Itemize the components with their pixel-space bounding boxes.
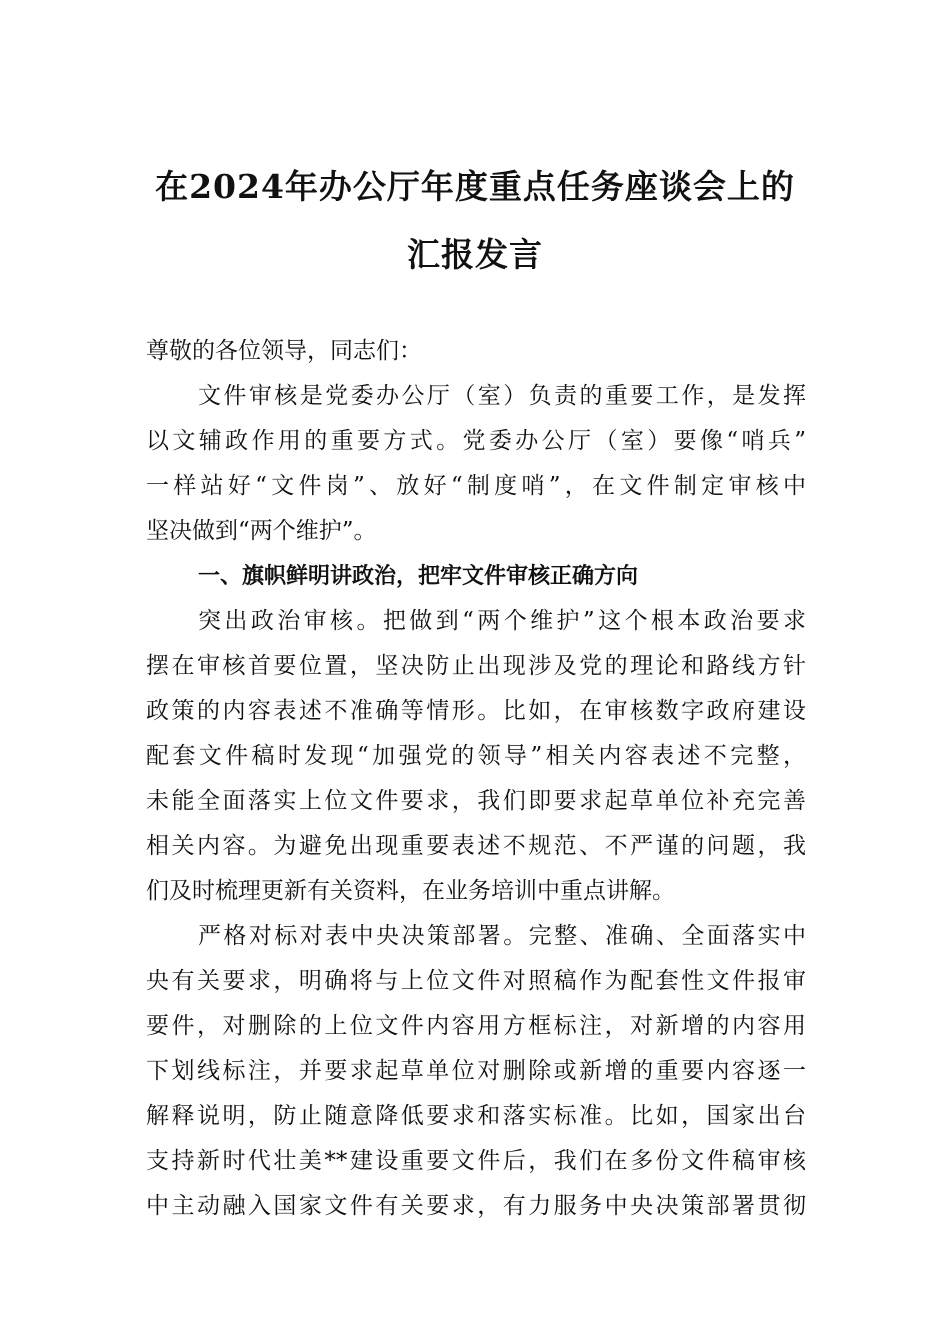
paragraph-line: 突出政治审核。把做到“两个维护”这个根本政治要求 xyxy=(198,608,806,634)
paragraph-line: 央有关要求，明确将与上位文件对照稿作为配套性文件报审 xyxy=(146,968,806,994)
paragraph-line: 严格对标对表中央决策部署。完整、准确、全面落实中 xyxy=(198,923,806,949)
paragraph-line: 相关内容。为避免出现重要表述不规范、不严谨的问题，我 xyxy=(146,833,806,859)
paragraph-line: 支持新时代壮美**建设重要文件后，我们在多份文件稿审核 xyxy=(146,1148,806,1174)
paragraph-line: 要件，对删除的上位文件内容用方框标注，对新增的内容用 xyxy=(146,1013,806,1039)
paragraph-line: 政策的内容表述不准确等情形。比如，在审核数字政府建设 xyxy=(146,698,806,724)
section-heading: 一、旗帜鲜明讲政治，把牢文件审核正确方向 xyxy=(198,564,639,589)
intro-line: 文件审核是党委办公厅（室）负责的重要工作，是发挥 xyxy=(198,383,806,409)
document-body xyxy=(146,329,806,1229)
paragraph-line: 配套文件稿时发现“加强党的领导”相关内容表述不完整， xyxy=(146,743,806,769)
paragraph-line: 中主动融入国家文件有关要求，有力服务中央决策部署贯彻 xyxy=(146,1193,806,1219)
paragraph-line: 摆在审核首要位置，坚决防止出现涉及党的理论和路线方针 xyxy=(146,653,806,679)
paragraph-line: 未能全面落实上位文件要求，我们即要求起草单位补充完善 xyxy=(146,788,806,814)
intro-line: 一样站好“文件岗”、放好“制度哨”，在文件制定审核中 xyxy=(146,473,806,499)
paragraph-line: 们及时梳理更新有关资料，在业务培训中重点讲解。 xyxy=(146,878,675,904)
paragraph-line: 解释说明，防止随意降低要求和落实标准。比如，国家出台 xyxy=(146,1103,806,1129)
intro-line: 以文辅政作用的重要方式。党委办公厅（室）要像“哨兵” xyxy=(146,428,806,454)
intro-line: 坚决做到“两个维护”。 xyxy=(146,518,377,544)
salutation: 尊敬的各位领导，同志们： xyxy=(146,338,422,364)
paragraph-line: 下划线标注，并要求起草单位对删除或新增的重要内容逐一 xyxy=(146,1058,806,1084)
document-title-line-1: 在2024年办公厅年度重点任务座谈会上的 xyxy=(155,167,795,206)
document-title-line-2: 汇报发言 xyxy=(407,235,543,274)
